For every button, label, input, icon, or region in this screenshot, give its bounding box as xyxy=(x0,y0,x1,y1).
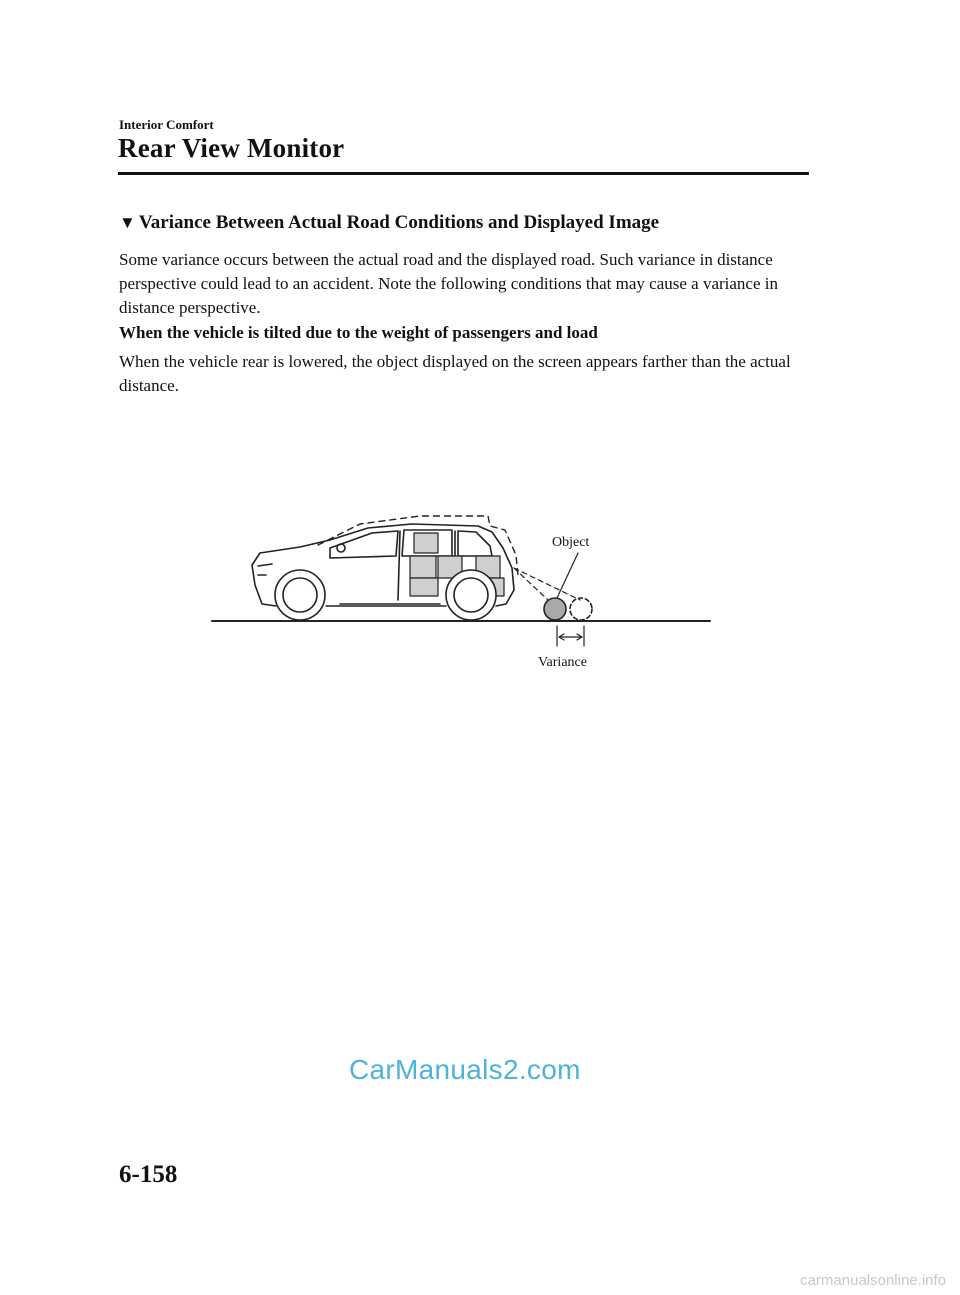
load-box xyxy=(414,533,438,553)
page-number: 6-158 xyxy=(119,1161,178,1188)
subheading xyxy=(119,212,659,234)
paragraph-condition: When the vehicle rear is lowered, the object displayed on the screen appears farther than the actual distance. xyxy=(119,352,791,395)
object-leader-line xyxy=(557,553,578,598)
condition-heading: When the vehicle is tilted due to the weight of passengers and load xyxy=(119,323,598,342)
watermark-logo: CarManuals2.com xyxy=(349,1054,581,1085)
car-windows xyxy=(330,530,492,558)
vehicle-tilt-diagram xyxy=(200,505,720,695)
figure-label-variance: Variance xyxy=(538,655,587,670)
title-rule xyxy=(118,172,809,175)
object-perceived xyxy=(570,598,592,620)
figure-label-object: Object xyxy=(552,535,590,550)
paragraph-intro: Some variance occurs between the actual road and the displayed road. Such variance in distance perspective could lead to an accident. Note the following conditions that may cause a variance in distance perspective. xyxy=(119,250,778,317)
load-box xyxy=(410,556,436,578)
triangle-down-icon: ▼ xyxy=(119,213,136,232)
section-label: Interior Comfort xyxy=(119,117,214,132)
page-title: Rear View Monitor xyxy=(118,133,345,163)
load-box xyxy=(410,578,438,596)
footer-watermark: carmanualsonline.info xyxy=(800,1272,946,1289)
subheading-text: Variance Between Actual Road Conditions and Displayed Image xyxy=(138,212,660,233)
camera-view-lines xyxy=(514,568,580,600)
object-actual xyxy=(544,598,566,620)
